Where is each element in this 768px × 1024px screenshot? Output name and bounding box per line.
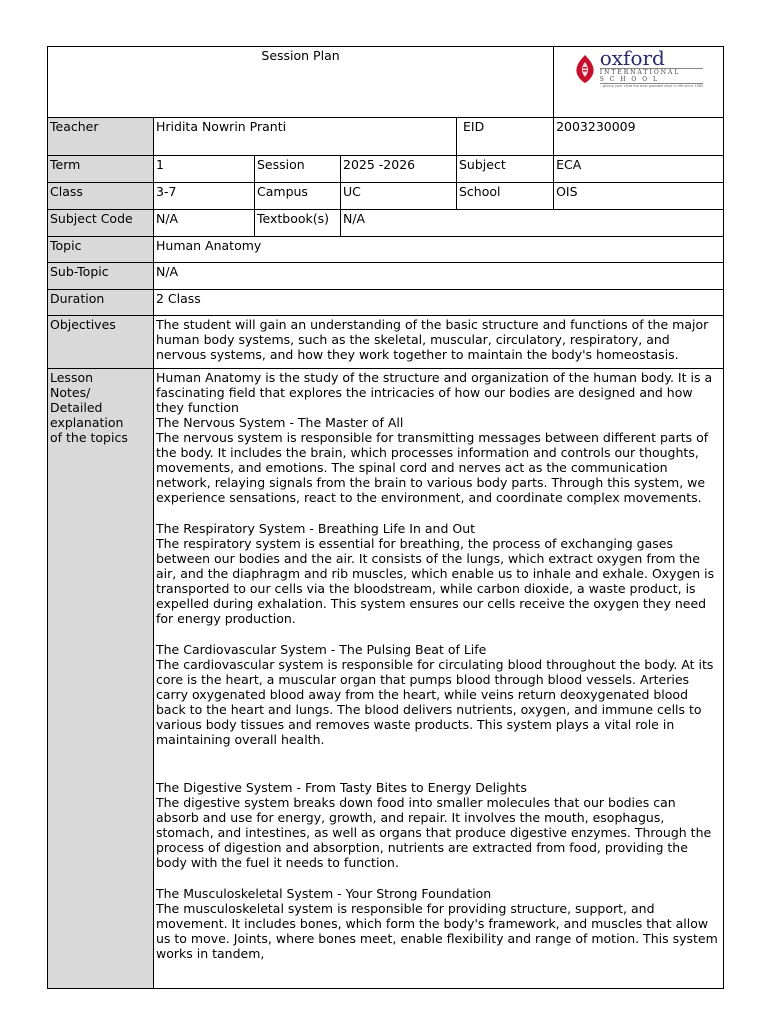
subject-code-row: [48, 210, 724, 237]
term-label: Term: [48, 156, 154, 183]
logo-sub-school: S C H O O L: [600, 76, 704, 84]
objectives-row: [48, 316, 724, 369]
notes-intro: Human Anatomy is the study of the structure and organization of the human body. It is a fascinating field that explores the intricacies of how our bodies are designed and how they function: [156, 370, 713, 415]
class-label: Class: [48, 183, 154, 210]
subject-label: Subject: [457, 156, 554, 183]
session-label: Session: [255, 156, 341, 183]
notes-label-line: Notes/: [50, 385, 91, 400]
logo-sub-international: INTERNATIONAL: [600, 68, 704, 76]
class-row: [48, 183, 724, 210]
section-body-nervous: The nervous system is responsible for transmitting messages between different parts of the body. It includes the brain, which processes information and controls our thoughts, movements, and emotions. The spinal cord and nerves act as the communication network, relaying signals from the brain to various body parts. Through this system, we experience sensations, react to the environment, and coordinate complex movements.: [156, 430, 709, 505]
section-heading-nervous: The Nervous System - The Master of All: [156, 415, 404, 430]
section-body-respiratory: The respiratory system is essential for breathing, the process of exchanging gases between our bodies and the air. It consists of the lungs, which extract oxygen from the air, and the diaphragm and rib muscles, which enable us to inhale and exhale. Oxygen is transported to our cells via the bloodstream, while carbon dioxide, a waste product, is expelled during exhalation. This system ensures our cells receive the oxygen they need for energy production.: [156, 536, 715, 626]
eid-label: EID: [457, 118, 554, 156]
section-heading-musculoskeletal: The Musculoskeletal System - Your Strong Foundation: [156, 886, 492, 901]
teacher-row: [48, 118, 724, 156]
subject-code-value: N/A: [154, 210, 255, 237]
session-plan-table: [47, 46, 724, 989]
school-label: School: [457, 183, 554, 210]
teacher-label: Teacher: [48, 118, 154, 156]
subject-code-label: Subject Code: [48, 210, 154, 237]
duration-row: [48, 290, 724, 316]
section-heading-respiratory: The Respiratory System - Breathing Life In and Out: [156, 521, 476, 536]
subject-value: ECA: [554, 156, 724, 183]
topic-row: [48, 237, 724, 263]
class-value: 3-7: [154, 183, 255, 210]
section-body-cardiovascular: The cardiovascular system is responsible for circulating blood throughout the body. At its core is the heart, a muscular organ that pumps blood through blood vessels. Arteries carry oxygenated blood away from the heart, while veins return deoxygenated blood back to the heart and lungs. The blood delivers nutrients, oxygen, and immune cells to various body tissues and removes waste products. This system plays a vital role in maintaining overall health.: [156, 657, 714, 747]
notes-label-line: Detailed: [50, 400, 103, 415]
teacher-value: Hridita Nowrin Pranti: [154, 118, 457, 156]
eid-value: 2003230009: [554, 118, 724, 156]
session-value: 2025 -2026: [341, 156, 457, 183]
logo-wordmark: oxford: [599, 46, 665, 70]
textbook-value: N/A: [341, 210, 724, 237]
notes-label-line: of the topics: [50, 430, 128, 445]
section-heading-cardiovascular: The Cardiovascular System - The Pulsing Beat of Life: [156, 642, 487, 657]
campus-value: UC: [341, 183, 457, 210]
subtopic-row: [48, 263, 724, 290]
duration-label: Duration: [48, 290, 154, 316]
school-value: OIS: [554, 183, 724, 210]
lesson-notes-label: [48, 369, 154, 989]
lesson-notes-row: [48, 369, 724, 989]
objectives-label: Objectives: [48, 316, 154, 369]
topic-value: Human Anatomy: [154, 237, 724, 263]
campus-label: Campus: [255, 183, 341, 210]
duration-value: 2 Class: [154, 290, 724, 316]
term-row: [48, 156, 724, 183]
topic-label: Topic: [48, 237, 154, 263]
term-value: 1: [154, 156, 255, 183]
page-title: Session Plan: [48, 47, 554, 118]
school-logo: [554, 47, 724, 118]
subtopic-value: N/A: [154, 263, 724, 290]
lesson-notes-content: [154, 369, 724, 989]
notes-label-line: Lesson: [50, 370, 94, 385]
header-row: [48, 47, 724, 118]
oxford-crest-icon: [574, 54, 596, 84]
notes-label-line: explanation: [50, 415, 124, 430]
section-heading-digestive: The Digestive System - From Tasty Bites to Energy Delights: [156, 780, 527, 795]
textbook-label: Textbook(s): [255, 210, 341, 237]
section-body-musculoskeletal: The musculoskeletal system is responsible for providing structure, support, and movement. It includes bones, which form the body's framework, and muscles that allow us to move. Joints, where bones meet, enable flexibility and range of motion. This system works in tandem,: [156, 901, 718, 961]
subtopic-label: Sub-Topic: [48, 263, 154, 290]
objectives-value: The student will gain an understanding of the basic structure and functions of the major human body systems, such as the skeletal, muscular, circulatory, respiratory, and nervous systems, and how they work together to maintain the body's homeostasis.: [154, 316, 724, 369]
logo-tagline: ...giving your child the best possible start in life since 1982: [599, 84, 704, 88]
section-body-digestive: The digestive system breaks down food into smaller molecules that our bodies can absorb and use for energy, growth, and repair. It involves the mouth, esophagus, stomach, and intestines, as well as organs that produce digestive enzymes. Through the process of digestion and absorption, nutrients are extracted from food, providing the body with the fuel it needs to function.: [156, 795, 712, 870]
